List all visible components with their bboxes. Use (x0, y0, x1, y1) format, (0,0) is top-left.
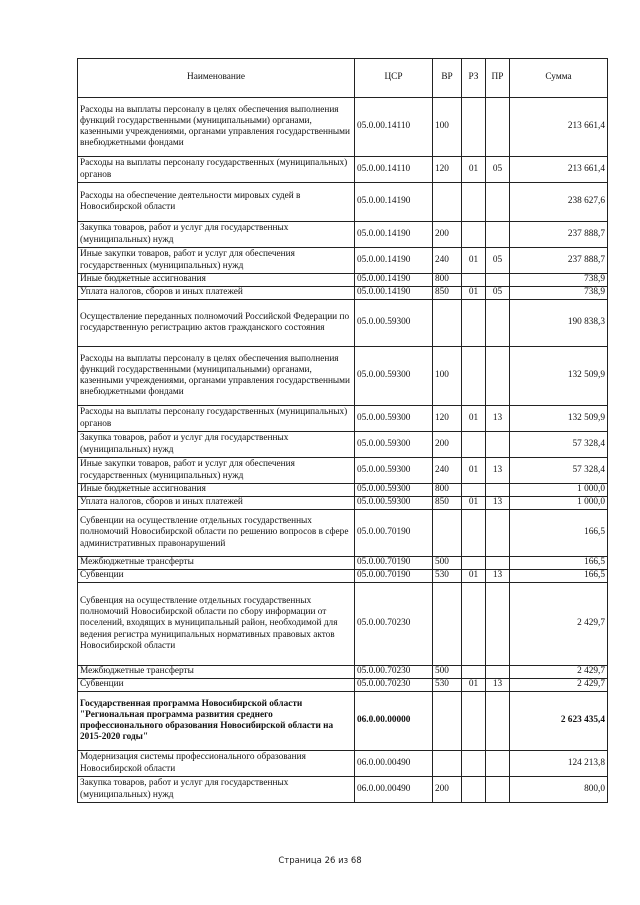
cell-vr (433, 583, 462, 666)
cell-sum: 124 213,8 (510, 751, 608, 777)
cell-csr: 06.0.00.00490 (355, 777, 433, 803)
cell-rz (462, 274, 486, 287)
cell-pr: 05 (486, 157, 510, 183)
cell-name: Закупка товаров, работ и услуг для государственных (муниципальных) нужд (78, 222, 355, 248)
cell-rz: 01 (462, 157, 486, 183)
cell-name: Иные закупки товаров, работ и услуг для обеспечения государственных (муниципальных) нужд (78, 458, 355, 484)
cell-sum: 2 429,7 (510, 679, 608, 692)
cell-vr: 850 (433, 497, 462, 510)
cell-vr (433, 751, 462, 777)
cell-csr: 05.0.00.59300 (355, 458, 433, 484)
cell-pr (486, 583, 510, 666)
cell-csr: 05.0.00.59300 (355, 484, 433, 497)
cell-name: Уплата налогов, сборов и иных платежей (78, 497, 355, 510)
table-row (78, 751, 608, 777)
cell-pr (486, 666, 510, 679)
cell-pr (486, 300, 510, 347)
cell-pr: 13 (486, 458, 510, 484)
cell-pr (486, 347, 510, 406)
cell-name: Расходы на выплаты персоналу государственных (муниципальных) органов (78, 157, 355, 183)
cell-vr: 200 (433, 432, 462, 458)
table-row (78, 583, 608, 666)
table-row (78, 484, 608, 497)
cell-name: Иные закупки товаров, работ и услуг для обеспечения государственных (муниципальных) нужд (78, 248, 355, 274)
cell-sum: 132 509,9 (510, 406, 608, 432)
cell-pr: 05 (486, 287, 510, 300)
cell-rz: 01 (462, 570, 486, 583)
cell-rz: 01 (462, 458, 486, 484)
cell-pr (486, 557, 510, 570)
cell-vr (433, 510, 462, 557)
cell-pr (486, 183, 510, 222)
cell-rz (462, 432, 486, 458)
cell-sum: 2 429,7 (510, 666, 608, 679)
cell-pr: 13 (486, 570, 510, 583)
header-vr: ВР (433, 59, 462, 98)
header-name: Наименование (78, 59, 355, 98)
table-row (78, 222, 608, 248)
cell-sum: 738,9 (510, 287, 608, 300)
cell-pr (486, 222, 510, 248)
table-row (78, 510, 608, 557)
cell-name: Межбюджетные трансферты (78, 557, 355, 570)
cell-name: Субвенции на осуществление отдельных государственных полномочий Новосибирской области по решению вопросов в сфере административных правонарушений (78, 510, 355, 557)
cell-name: Субвенция на осуществление отдельных государственных полномочий Новосибирской области по сбору информации от поселений, входящих в муниципальный район, необходимой для ведения регистра муниципальных нормативных правовых актов Новосибирской области (78, 583, 355, 666)
page-number: Страница 26 из 68 (278, 856, 362, 866)
cell-rz (462, 300, 486, 347)
cell-csr: 05.0.00.14190 (355, 222, 433, 248)
cell-rz (462, 583, 486, 666)
cell-rz (462, 222, 486, 248)
cell-csr: 05.0.00.70190 (355, 570, 433, 583)
cell-csr: 06.0.00.00000 (355, 692, 433, 751)
cell-pr: 13 (486, 406, 510, 432)
cell-pr (486, 510, 510, 557)
cell-vr: 530 (433, 679, 462, 692)
cell-name: Иные бюджетные ассигнования (78, 484, 355, 497)
table-row (78, 347, 608, 406)
cell-vr: 120 (433, 406, 462, 432)
cell-csr: 05.0.00.14190 (355, 248, 433, 274)
cell-name: Закупка товаров, работ и услуг для государственных (муниципальных) нужд (78, 432, 355, 458)
cell-rz: 01 (462, 497, 486, 510)
cell-pr (486, 777, 510, 803)
cell-pr (486, 751, 510, 777)
cell-vr: 800 (433, 274, 462, 287)
cell-name: Субвенции (78, 679, 355, 692)
cell-csr: 05.0.00.14190 (355, 183, 433, 222)
cell-rz: 01 (462, 287, 486, 300)
cell-rz (462, 510, 486, 557)
cell-name: Расходы на выплаты персоналу в целях обеспечения выполнения функций государственными (муниципальными) органами, казенными учреждениями, органами управления государственными внебюджетными фондами (78, 98, 355, 157)
cell-pr (486, 692, 510, 751)
cell-rz (462, 777, 486, 803)
cell-rz (462, 557, 486, 570)
cell-csr: 05.0.00.70190 (355, 557, 433, 570)
cell-sum: 166,5 (510, 570, 608, 583)
cell-pr (486, 484, 510, 497)
cell-sum: 237 888,7 (510, 222, 608, 248)
table-row (78, 98, 608, 157)
table-row (78, 287, 608, 300)
cell-name: Модернизация системы профессионального образования Новосибирской области (78, 751, 355, 777)
cell-csr: 05.0.00.59300 (355, 347, 433, 406)
cell-csr: 05.0.00.70230 (355, 679, 433, 692)
cell-rz (462, 751, 486, 777)
table-row (78, 432, 608, 458)
cell-vr: 200 (433, 777, 462, 803)
cell-sum: 1 000,0 (510, 484, 608, 497)
header-rz: РЗ (462, 59, 486, 98)
cell-vr: 120 (433, 157, 462, 183)
cell-pr: 13 (486, 497, 510, 510)
cell-sum: 190 838,3 (510, 300, 608, 347)
table-row (78, 406, 608, 432)
cell-sum: 238 627,6 (510, 183, 608, 222)
cell-csr: 05.0.00.59300 (355, 497, 433, 510)
cell-rz (462, 183, 486, 222)
cell-name: Уплата налогов, сборов и иных платежей (78, 287, 355, 300)
cell-rz (462, 666, 486, 679)
cell-sum: 166,5 (510, 510, 608, 557)
cell-pr (486, 274, 510, 287)
cell-sum: 237 888,7 (510, 248, 608, 274)
cell-pr: 13 (486, 679, 510, 692)
cell-csr: 05.0.00.70230 (355, 666, 433, 679)
cell-name: Расходы на выплаты персоналу в целях обеспечения выполнения функций государственными (муниципальными) органами, казенными учреждениями, органами управления государственными внебюджетными фондами (78, 347, 355, 406)
table-row (78, 274, 608, 287)
cell-csr: 05.0.00.14110 (355, 157, 433, 183)
cell-vr: 530 (433, 570, 462, 583)
table-header-row (78, 59, 608, 98)
cell-sum: 166,5 (510, 557, 608, 570)
cell-sum: 213 661,4 (510, 98, 608, 157)
table-row (78, 570, 608, 583)
table-row (78, 458, 608, 484)
cell-csr: 05.0.00.14190 (355, 274, 433, 287)
cell-vr (433, 692, 462, 751)
table-row (78, 557, 608, 570)
table-row (78, 692, 608, 751)
cell-name: Межбюджетные трансферты (78, 666, 355, 679)
table-row (78, 666, 608, 679)
cell-rz: 01 (462, 406, 486, 432)
cell-name: Государственная программа Новосибирской области "Региональная программа развития среднего профессионального образования Новосибирской области на 2015-2020 годы" (78, 692, 355, 751)
cell-vr: 240 (433, 458, 462, 484)
table-row (78, 777, 608, 803)
cell-sum: 2 429,7 (510, 583, 608, 666)
cell-pr (486, 98, 510, 157)
cell-name: Расходы на выплаты персоналу государственных (муниципальных) органов (78, 406, 355, 432)
cell-rz: 01 (462, 248, 486, 274)
cell-name: Осуществление переданных полномочий Российской Федерации по государственную регистрацию актов гражданского состояния (78, 300, 355, 347)
cell-sum: 1 000,0 (510, 497, 608, 510)
table-row (78, 248, 608, 274)
cell-vr: 100 (433, 98, 462, 157)
cell-vr: 200 (433, 222, 462, 248)
table-body (78, 98, 608, 803)
cell-csr: 05.0.00.14190 (355, 287, 433, 300)
cell-name: Иные бюджетные ассигнования (78, 274, 355, 287)
cell-csr: 06.0.00.00490 (355, 751, 433, 777)
cell-sum: 800,0 (510, 777, 608, 803)
cell-vr: 850 (433, 287, 462, 300)
cell-vr (433, 183, 462, 222)
cell-csr: 05.0.00.59300 (355, 406, 433, 432)
cell-sum: 57 328,4 (510, 432, 608, 458)
cell-name: Закупка товаров, работ и услуг для государственных (муниципальных) нужд (78, 777, 355, 803)
cell-sum: 213 661,4 (510, 157, 608, 183)
cell-rz: 01 (462, 679, 486, 692)
cell-pr: 05 (486, 248, 510, 274)
cell-sum: 2 623 435,4 (510, 692, 608, 751)
cell-name: Субвенции (78, 570, 355, 583)
cell-name: Расходы на обеспечение деятельности мировых судей в Новосибирской области (78, 183, 355, 222)
cell-rz (462, 98, 486, 157)
cell-rz (462, 347, 486, 406)
cell-sum: 132 509,9 (510, 347, 608, 406)
table-row (78, 157, 608, 183)
cell-vr: 500 (433, 666, 462, 679)
cell-vr: 800 (433, 484, 462, 497)
cell-csr: 05.0.00.70190 (355, 510, 433, 557)
table-row (78, 679, 608, 692)
cell-csr: 05.0.00.14110 (355, 98, 433, 157)
cell-vr: 240 (433, 248, 462, 274)
table-row (78, 300, 608, 347)
header-pr: ПР (486, 59, 510, 98)
header-csr: ЦСР (355, 59, 433, 98)
cell-vr: 500 (433, 557, 462, 570)
cell-vr: 100 (433, 347, 462, 406)
cell-rz (462, 484, 486, 497)
cell-rz (462, 692, 486, 751)
table-row (78, 497, 608, 510)
table-row (78, 183, 608, 222)
cell-sum: 57 328,4 (510, 458, 608, 484)
cell-vr (433, 300, 462, 347)
cell-sum: 738,9 (510, 274, 608, 287)
cell-pr (486, 432, 510, 458)
cell-csr: 05.0.00.70230 (355, 583, 433, 666)
budget-table (77, 58, 608, 803)
header-sum: Сумма (510, 59, 608, 98)
cell-csr: 05.0.00.59300 (355, 432, 433, 458)
cell-csr: 05.0.00.59300 (355, 300, 433, 347)
